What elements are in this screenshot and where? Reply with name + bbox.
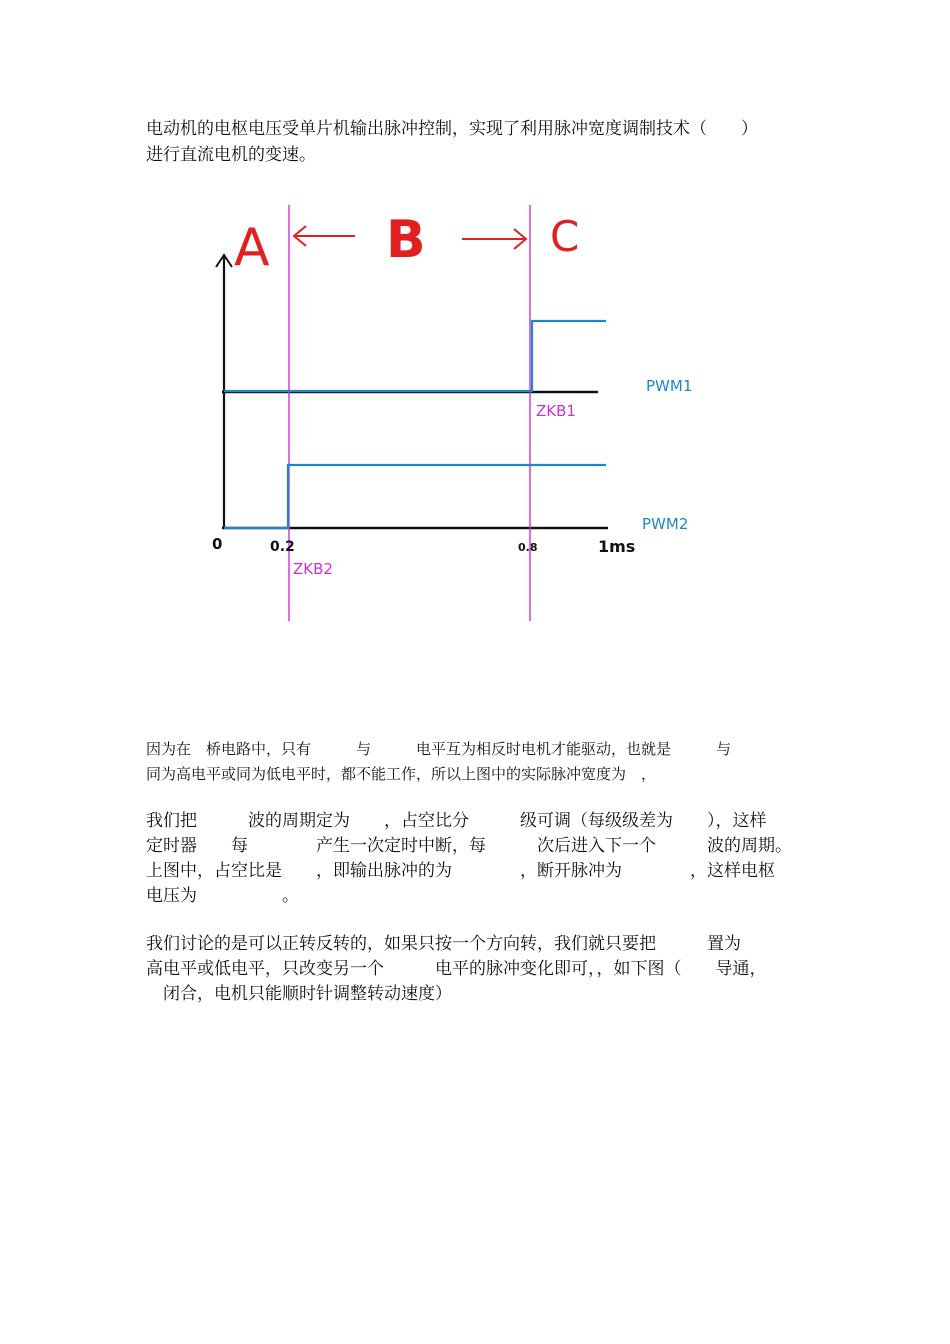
zkb2-label: ZKB2	[293, 560, 333, 578]
tick-label-1ms: 1ms	[598, 537, 636, 556]
pwm2-label: PWM2	[642, 515, 689, 533]
period-paragraph	[146, 806, 810, 906]
direction-line-1: 我们讨论的是可以正转反转的，如果只按一个方向转，我们就只要把 置为	[146, 934, 741, 954]
direction-line-2: 高电平或低电平，只改变另一个 电平的脉冲变化即可，，如下图（ 导通，	[146, 959, 767, 979]
period-line-2: 定时器 每 产生一次定时中断，每 次后进入下一个 波的周期。	[146, 836, 792, 856]
tick-label-0-8: 0.8	[518, 541, 538, 554]
explanation-line-1: 因为在 桥电路中，只有 与 电平互为相反时电机才能驱动，也就是 与	[146, 740, 732, 758]
region-label-a: A	[234, 218, 270, 278]
region-label-b: B	[386, 210, 426, 270]
intro-line-1: 电动机的电枢电压受单片机输出脉冲控制，实现了利用脉冲宽度调制技术（ ）	[146, 119, 758, 139]
zkb1-label: ZKB1	[536, 402, 576, 420]
period-line-3: 上图中，占空比是 ，即输出脉冲的为 ，断开脉冲为 ，这样电枢	[146, 861, 775, 881]
intro-line-2: 进行直流电机的变速。	[146, 145, 316, 165]
period-line-4: 电压为 。	[146, 886, 299, 906]
direction-paragraph	[146, 929, 810, 1005]
tick-label-0: 0	[212, 535, 223, 553]
pwm1-label: PWM1	[646, 377, 693, 395]
explanation-paragraph	[146, 738, 810, 788]
region-label-c: C	[550, 212, 580, 261]
pwm1-signal	[224, 321, 606, 391]
tick-label-0-2: 0.2	[270, 539, 295, 555]
explanation-line-2: 同为高电平或同为低电平时，都不能工作，所以上图中的实际脉冲宽度为 ，	[146, 765, 657, 783]
intro-paragraph	[146, 114, 810, 166]
pwm-timing-diagram	[200, 195, 720, 625]
period-line-1: 我们把 波的周期定为 ，占空比分 级可调（每级级差为 ），这样	[146, 811, 767, 831]
pwm2-signal	[224, 465, 606, 528]
direction-line-3: 闭合，电机只能顺时针调整转动速度）	[146, 984, 452, 1004]
